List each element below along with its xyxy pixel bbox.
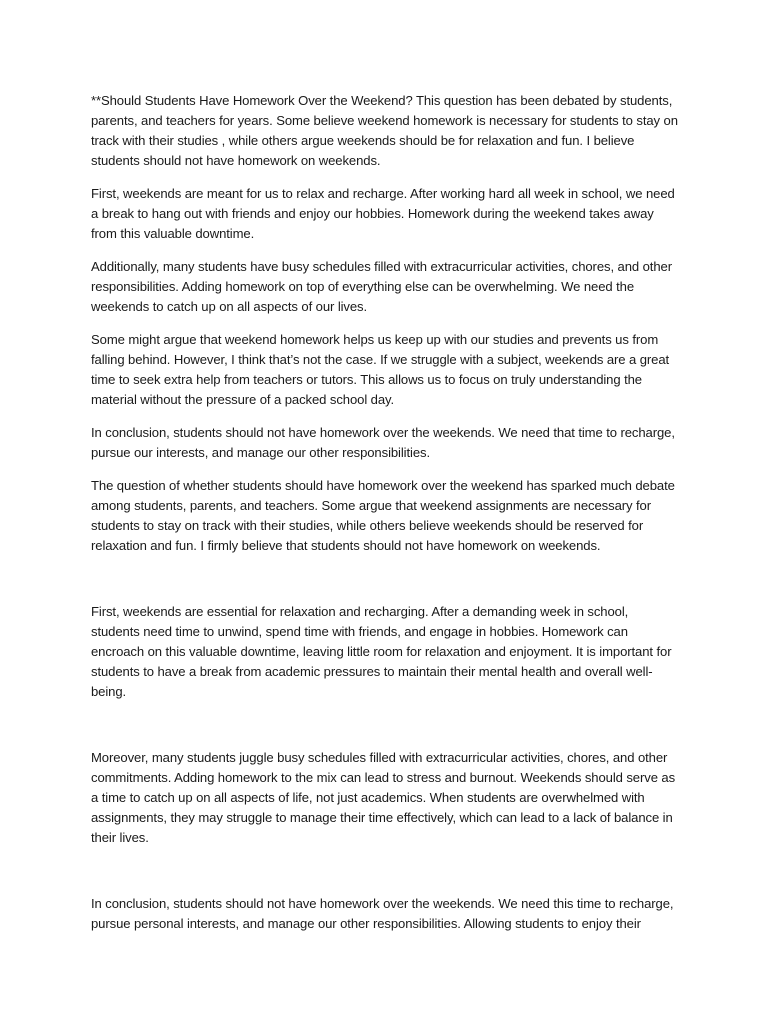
paragraph-conclusion: In conclusion, students should not have homework over the weekends. We need that time to recharge, pursue our interests, and manage our other responsibilities. — [91, 425, 675, 460]
paragraph-second-intro: The question of whether students should have homework over the weekend has sparked much debate among students, parents, and teachers. Some argue that weekend assignments are necessary for students to stay on track with their studies, while others believe weekends should be reserved for relaxation and fun. I firmly believe that students should not have homework on weekends. — [91, 478, 675, 553]
paragraph-second-relax: First, weekends are essential for relaxation and recharging. After a demanding week in school, students need time to unwind, spend time with friends, and engage in hobbies. Homework can encroach on this valuable downtime, leaving little room for relaxation and enjoyment. It is important for students to have a break from academic pressures to maintain their mental health and overall well-being. — [91, 604, 672, 699]
paragraph-counterargument: Some might argue that weekend homework helps us keep up with our studies and prevents us from falling behind. However, I think that’s not the case. If we struggle with a subject, weekends are a great time to seek extra help from teachers or tutors. This allows us to focus on truly understanding the material without the pressure of a packed school day. — [91, 332, 670, 407]
paragraph-second-conclusion: In conclusion, students should not have homework over the weekends. We need this time to recharge, pursue personal interests, and manage our other responsibilities. Allowing students to enjoy their — [91, 896, 674, 931]
paragraph-relax: First, weekends are meant for us to relax and recharge. After working hard all week in school, we need a break to hang out with friends and enjoy our hobbies. Homework during the weekend takes away from this valuable downtime. — [91, 186, 675, 241]
paragraph-schedules: Additionally, many students have busy schedules filled with extracurricular activities, chores, and other responsibilities. Adding homework on top of everything else can be overwhelming. We need the weekends to catch up on all aspects of our lives. — [91, 259, 672, 314]
paragraph-second-schedules: Moreover, many students juggle busy schedules filled with extracurricular activities, chores, and other commitments. Adding homework to the mix can lead to stress and burnout. Weekends should serve as a time to catch up on all aspects of life, not just academics. When students are overwhelmed with assignments, they may struggle to manage their time effectively, which can lead to a lack of balance in their lives. — [91, 750, 676, 845]
paragraph-intro: **Should Students Have Homework Over the Weekend? This question has been debated by students, parents, and teachers for years. Some believe weekend homework is necessary for students to stay on track with their studies , while others argue weekends should be for relaxation and fun. I believe students should not have homework on weekends. — [91, 93, 678, 168]
